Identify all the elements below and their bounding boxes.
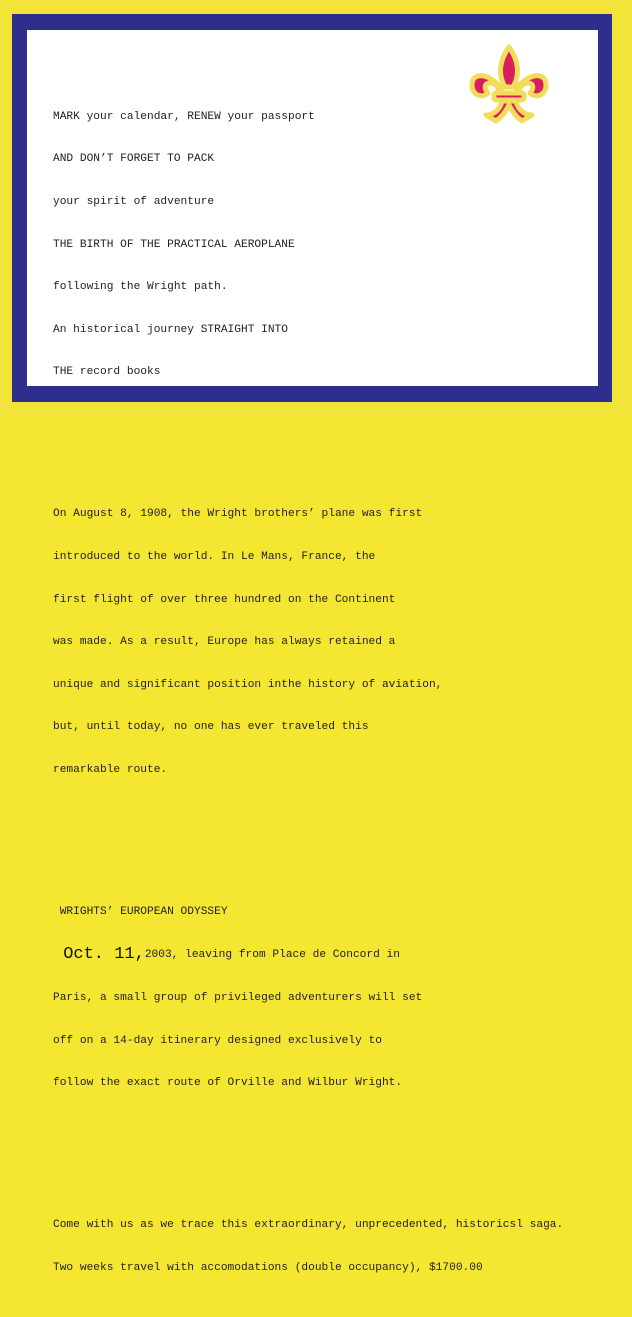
intro-line: following the Wright path. xyxy=(53,281,228,294)
closing-line: Two weeks travel with accomodations (double occupancy), $1700.00 xyxy=(53,1261,483,1274)
history-line: was made. As a result, Europe has always retained a xyxy=(53,636,396,649)
intro-line: THE record books xyxy=(53,366,161,379)
history-block xyxy=(53,479,563,806)
odyssey-line: follow the exact route of Orville and Wilbur Wright. xyxy=(53,1077,403,1090)
history-line: but, until today, no one has ever traveled this xyxy=(53,721,369,734)
odyssey-date-rest: 2003, leaving from Place de Concord in xyxy=(144,949,400,962)
history-line: remarkable route. xyxy=(53,763,168,776)
odyssey-date: Oct. 11, xyxy=(53,945,145,965)
closing-block xyxy=(53,1190,563,1304)
history-line: unique and significant position inthe history of aviation, xyxy=(53,678,443,691)
odyssey-date-line xyxy=(53,945,563,965)
intro-line: your spirit of adventure xyxy=(53,196,215,209)
letter-body xyxy=(53,53,563,1317)
history-line: first flight of over three hundred on the Continent xyxy=(53,593,396,606)
history-line: introduced to the world. In Le Mans, France, the xyxy=(53,550,376,563)
odyssey-line: Paris, a small group of privileged adventurers will set xyxy=(53,992,423,1004)
odyssey-block xyxy=(53,876,563,1118)
history-line: On August 8, 1908, the Wright brothers’ plane was first xyxy=(53,508,423,521)
closing-line: Come with us as we trace this extraordinary, unprecedented, historicsl saga. xyxy=(53,1219,564,1232)
intro-block xyxy=(53,81,563,408)
odyssey-heading: WRIGHTS’ EUROPEAN ODYSSEY xyxy=(53,905,228,918)
odyssey-line: off on a 14-day itinerary designed exclusively to xyxy=(53,1034,382,1047)
intro-line: MARK your calendar, RENEW your passport xyxy=(53,110,315,123)
intro-line: AND DON’T FORGET TO PACK xyxy=(53,153,215,166)
intro-line: An historical journey STRAIGHT INTO xyxy=(53,323,288,336)
intro-line: THE BIRTH OF THE PRACTICAL AEROPLANE xyxy=(53,238,295,251)
